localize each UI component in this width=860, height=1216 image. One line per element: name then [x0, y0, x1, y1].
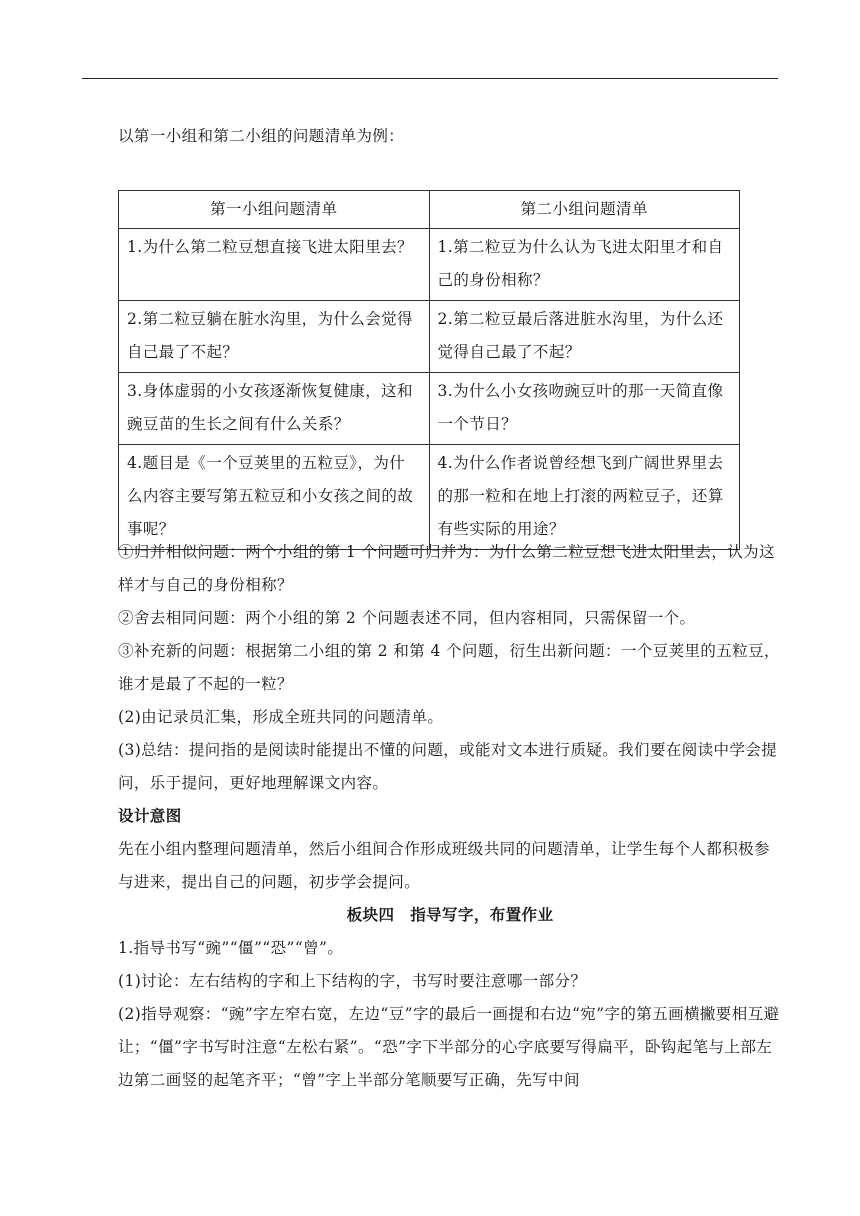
- table-cell: 4.题目是《一个豆荚里的五粒豆》，为什么内容主要写第五粒豆和小女孩之间的故事呢？: [119, 445, 430, 550]
- paragraph-summary: [81, 734, 782, 800]
- table-cell: 3.为什么小女孩吻豌豆叶的那一天简直像一个节日？: [429, 373, 739, 445]
- table-cell: 2.第二粒豆躺在脏水沟里，为什么会觉得自己最了不起？: [119, 301, 430, 373]
- table-header-cell: 第二小组问题清单: [429, 191, 739, 229]
- paragraph-merge: ①归并相似问题：两个小组的第 1 个问题可归并为：为什么第二粒豆想飞进太阳里去，认为这样才与自己的身份相称？: [118, 543, 775, 594]
- table-cell: 1.第二粒豆为什么认为飞进太阳里才和自己的身份相称？: [429, 229, 739, 301]
- question-list-table: [118, 190, 740, 550]
- summary-label: (3)总结：: [118, 741, 189, 759]
- writing-guide-item: 1.指导书写“豌”“僵”“恐”“曾”。: [118, 939, 344, 957]
- table-row: [119, 445, 740, 550]
- paragraph-supplement: ③补充新的问题：根据第二小组的第 2 和第 4 个问题，衍生出新问题：一个豆荚里的五粒豆，谁才是最了不起的一粒？: [118, 642, 780, 693]
- table-header-cell: 第一小组问题清单: [119, 191, 430, 229]
- discussion-item: (1)讨论：左右结构的字和上下结构的字，书写时要注意哪一部分？: [118, 972, 587, 990]
- paragraph-collect: (2)由记录员汇集，形成全班共同的问题清单。: [118, 708, 444, 726]
- table-row: [119, 373, 740, 445]
- table-cell: 2.第二粒豆最后落进脏水沟里，为什么还觉得自己最了不起？: [429, 301, 739, 373]
- table-header-row: [119, 191, 740, 229]
- observation-item: (2)指导观察：“豌”字左窄右宽，左边“豆”字的最后一画提和右边“宛”字的第五画横撇要相互避让；“僵”字书写时注意“左松右紧”。“恐”字下半部分的心字底要写得扁平，卧钩起笔与上部左边第二画竖的起笔齐平；“曾”字上半部分笔顺要写正确，先写中间: [118, 1005, 780, 1089]
- intro-text: 以第一小组和第二小组的问题清单为例：: [118, 127, 405, 145]
- paragraph-remove: ②舍去相同问题：两个小组的第 2 个问题表述不同，但内容相同，只需保留一个。: [118, 609, 696, 627]
- design-intent-text: 先在小组内整理问题清单，然后小组间合作形成班级共同的问题清单，让学生每个人都积极参与进来，提出自己的问题，初步学会提问。: [118, 840, 770, 891]
- table-cell: 4.为什么作者说曾经想飞到广阔世界里去的那一粒和在地上打滚的两粒豆子，还算有些实际的用途？: [429, 445, 739, 550]
- summary-text: 提问指的是阅读时能提出不懂的问题，或能对文本进行质疑。我们要在阅读中学会提问，乐于提问，更好地理解课文内容。: [118, 741, 778, 792]
- design-intent-title: 设计意图: [118, 807, 182, 825]
- section-title: 板块四 指导写字，布置作业: [346, 906, 554, 924]
- table-row: [119, 229, 740, 301]
- table-cell: 3.身体虚弱的小女孩逐渐恢复健康，这和豌豆苗的生长之间有什么关系？: [119, 373, 430, 445]
- table-cell: 1.为什么第二粒豆想直接飞进太阳里去？: [119, 229, 430, 301]
- table-row: [119, 301, 740, 373]
- header-rule: [82, 78, 778, 79]
- body-text: [118, 536, 782, 1097]
